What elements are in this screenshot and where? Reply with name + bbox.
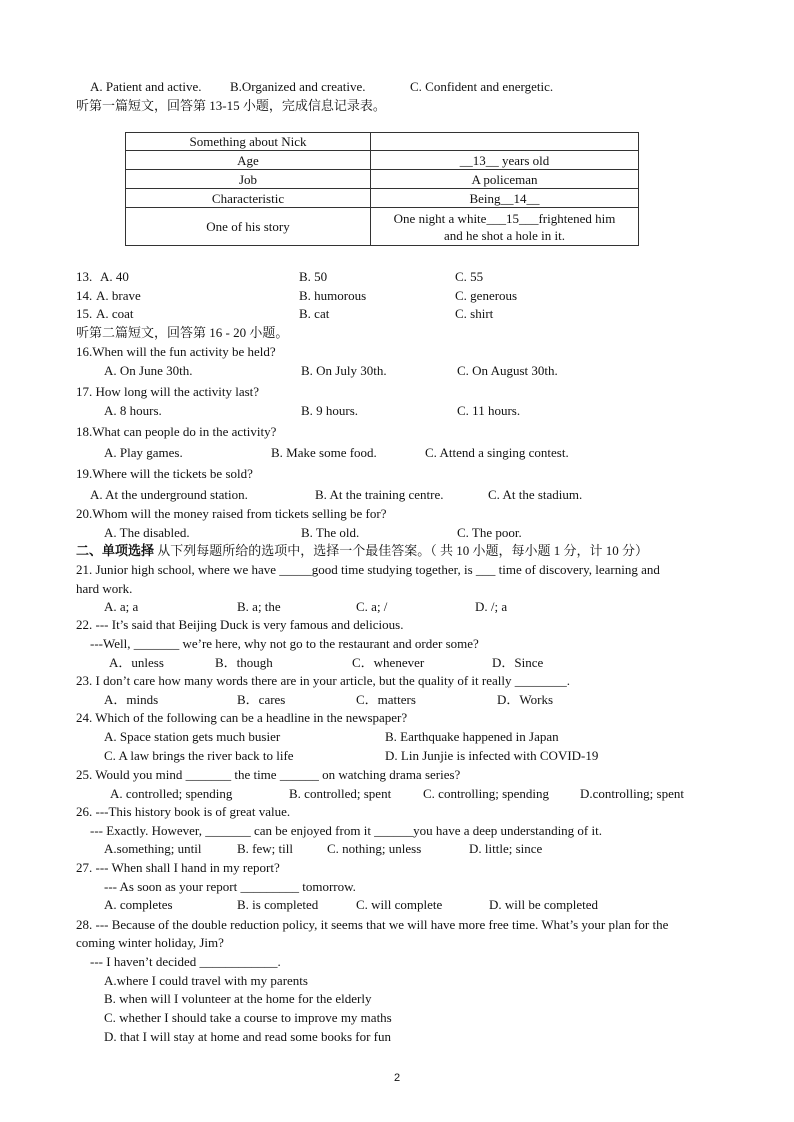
q21-option-d: D. /; a	[475, 599, 508, 614]
q26-option-a: A.something; until	[104, 841, 202, 856]
q27-option-c: C. will complete	[356, 897, 443, 912]
part2-instruction: 从下列每题所给的选项中，选择一个最佳答案。（ 共 10 小题，每小题 1 分，计 10 分）	[157, 543, 649, 558]
q21-stem-line2: hard work.	[76, 581, 133, 596]
q27-stem-line2: --- As soon as your report _________ tomorrow.	[104, 879, 356, 894]
q14-number: 14.	[76, 288, 93, 303]
q19-option-a: A. At the underground station.	[90, 487, 248, 502]
q16-option-b: B. On July 30th.	[301, 363, 387, 378]
q20-option-b: B. The old.	[301, 525, 360, 540]
q22-option-c: C．whenever	[352, 655, 425, 670]
q23-option-d: D．Works	[497, 692, 554, 707]
q20-stem: 20.Whom will the money raised from tickets selling be for?	[76, 506, 387, 521]
info-label-characteristic: Characteristic	[126, 189, 371, 208]
q20-option-c: C. The poor.	[457, 525, 522, 540]
q17-option-b: B. 9 hours.	[301, 403, 359, 418]
q19-option-c: C. At the stadium.	[488, 487, 583, 502]
q13-number: 13.	[76, 269, 93, 284]
q25-option-b: B. controlled; spent	[289, 786, 392, 801]
q24-option-b: B. Earthquake happened in Japan	[385, 729, 559, 744]
q12-option-c: C. Confident and energetic.	[410, 79, 554, 94]
q28-option-d: D. that I will stay at home and read some books for fun	[104, 1029, 392, 1044]
info-label-story: One of his story	[126, 208, 371, 246]
q16-option-a: A. On June 30th.	[104, 363, 193, 378]
info-value-age: __13__ years old	[371, 151, 639, 170]
q23-option-c: C．matters	[356, 692, 416, 707]
part2-heading: 二、单项选择	[76, 543, 155, 558]
info-value-story-line2: and he shot a hole in it.	[444, 227, 565, 243]
q14-option-a: A. brave	[96, 288, 141, 303]
q18-option-c: C. Attend a singing contest.	[425, 445, 569, 460]
q18-option-b: B. Make some food.	[271, 445, 377, 460]
q17-option-a: A. 8 hours.	[104, 403, 162, 418]
q22-option-a: A．unless	[109, 655, 164, 670]
q21-option-b: B. a; the	[237, 599, 281, 614]
q28-stem-line3: --- I haven’t decided ____________.	[90, 954, 281, 969]
info-label-job: Job	[126, 170, 371, 189]
q23-option-a: A．minds	[104, 692, 159, 707]
q22-option-d: D．Since	[492, 655, 544, 670]
q28-option-c: C. whether I should take a course to improve my maths	[104, 1010, 392, 1025]
q21-stem-line1: 21. Junior high school, where we have _____good time studying together, is ___ time of discovery, learning and	[76, 562, 660, 577]
q18-option-a: A. Play games.	[104, 445, 183, 460]
q26-stem-line1: 26. ---This history book is of great value.	[76, 804, 291, 819]
q19-option-b: B. At the training centre.	[315, 487, 444, 502]
q17-stem: 17. How long will the activity last?	[76, 384, 260, 399]
q27-option-b: B. is completed	[237, 897, 319, 912]
q20-option-a: A. The disabled.	[104, 525, 190, 540]
q14-option-c: C. generous	[455, 288, 518, 303]
page-number: 2	[393, 1072, 401, 1084]
q21-option-c: C. a; /	[356, 599, 388, 614]
q28-option-b: B. when will I volunteer at the home for the elderly	[104, 991, 372, 1006]
q19-stem: 19.Where will the tickets be sold?	[76, 466, 253, 481]
q13-option-a: A. 40	[100, 269, 129, 284]
q25-option-c: C. controlling; spending	[423, 786, 550, 801]
q26-option-c: C. nothing; unless	[327, 841, 422, 856]
q15-option-b: B. cat	[299, 306, 330, 321]
q13-option-c: C. 55	[455, 269, 484, 284]
q15-number: 15.	[76, 306, 93, 321]
info-table-header-empty	[371, 133, 639, 151]
q15-option-c: C. shirt	[455, 306, 494, 321]
q16-stem: 16.When will the fun activity be held?	[76, 344, 276, 359]
q22-stem-line2: ---Well, _______ we’re here, why not go to the restaurant and order some?	[90, 636, 479, 651]
section-1-instruction: 听第一篇短文，回答第 13-15 小题，完成信息记录表。	[76, 98, 386, 113]
q26-option-d: D. little; since	[469, 841, 543, 856]
q24-option-c: C. A law brings the river back to life	[104, 748, 294, 763]
q15-option-a: A. coat	[96, 306, 134, 321]
q24-stem: 24. Which of the following can be a headline in the newspaper?	[76, 710, 408, 725]
q12-option-a: A. Patient and active.	[90, 79, 202, 94]
q26-stem-line2: --- Exactly. However, _______ can be enjoyed from it ______you have a deep understanding of it.	[90, 823, 602, 838]
q22-option-b: B．though	[215, 655, 273, 670]
q25-option-a: A. controlled; spending	[110, 786, 233, 801]
info-table-header: Something about Nick	[126, 133, 371, 151]
info-value-characteristic: Being__14__	[371, 189, 639, 208]
info-table	[125, 132, 639, 246]
q27-option-d: D. will be completed	[489, 897, 599, 912]
q28-option-a: A.where I could travel with my parents	[104, 973, 308, 988]
info-value-job: A policeman	[371, 170, 639, 189]
q24-option-a: A. Space station gets much busier	[104, 729, 281, 744]
info-value-story-line1: One night a white___15___frightened him	[393, 210, 616, 226]
q16-option-c: C. On August 30th.	[457, 363, 558, 378]
q23-option-b: B．cares	[237, 692, 286, 707]
q12-option-b: B.Organized and creative.	[230, 79, 366, 94]
q26-option-b: B. few; till	[237, 841, 293, 856]
part2-heading-line	[76, 543, 648, 558]
q18-stem: 18.What can people do in the activity?	[76, 424, 277, 439]
q28-stem-line1: 28. --- Because of the double reduction policy, it seems that we will have more free time. What’s your plan for the	[76, 917, 669, 932]
q25-stem: 25. Would you mind _______ the time ______ on watching drama series?	[76, 767, 461, 782]
q21-option-a: A. a; a	[104, 599, 139, 614]
q14-option-b: B. humorous	[299, 288, 367, 303]
q22-stem-line1: 22. --- It’s said that Beijing Duck is very famous and delicious.	[76, 617, 404, 632]
q27-stem-line1: 27. --- When shall I hand in my report?	[76, 860, 280, 875]
q25-option-d: D.controlling; spent	[580, 786, 684, 801]
q24-option-d: D. Lin Junjie is infected with COVID-19	[385, 748, 599, 763]
q27-option-a: A. completes	[104, 897, 173, 912]
info-label-age: Age	[126, 151, 371, 170]
q17-option-c: C. 11 hours.	[457, 403, 521, 418]
section-2-instruction: 听第二篇短文，回答第 16 - 20 小题。	[76, 325, 289, 340]
q23-stem: 23. I don’t care how many words there are in your article, but the quality of it really ________.	[76, 673, 570, 688]
q28-stem-line2: coming winter holiday, Jim?	[76, 935, 224, 950]
info-value-story	[371, 208, 639, 246]
q13-option-b: B. 50	[299, 269, 328, 284]
